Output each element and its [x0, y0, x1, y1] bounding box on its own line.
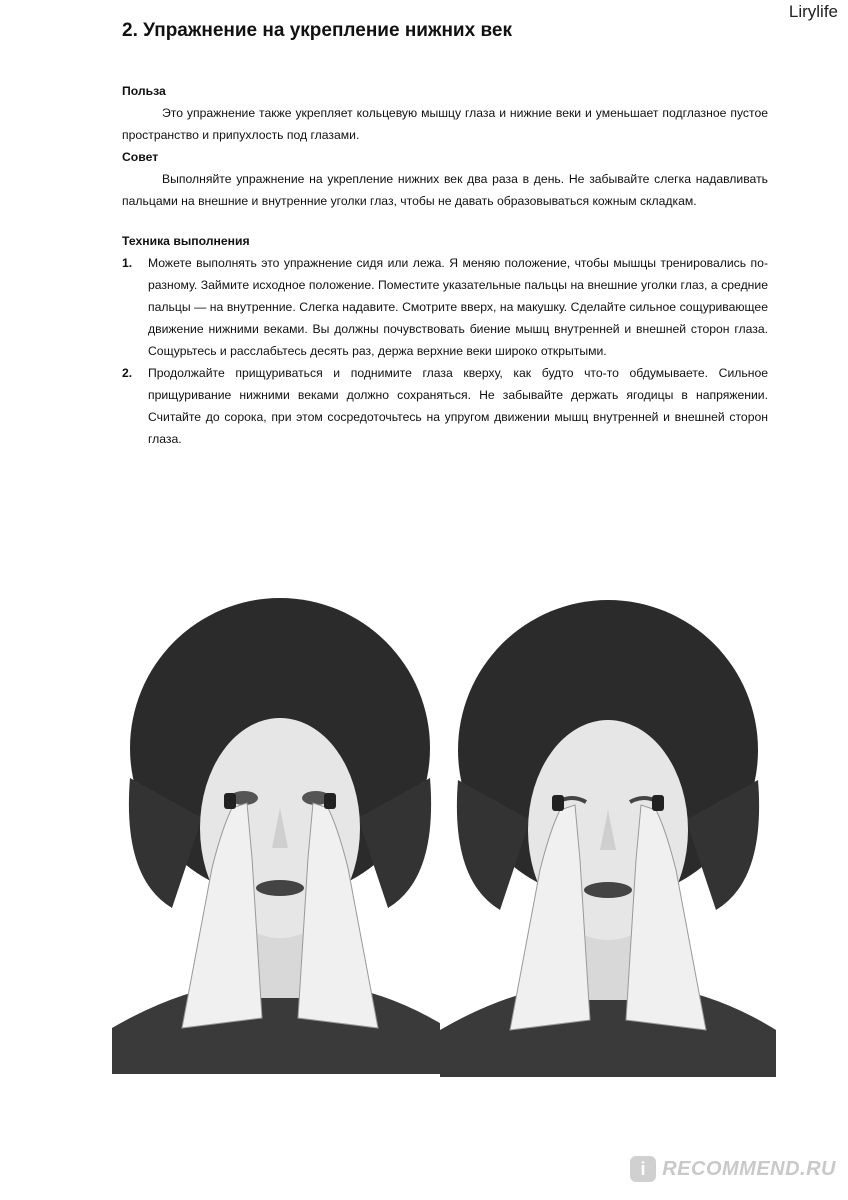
tip-text: Выполняйте упражнение на укрепление нижних век два раза в день. Не забывайте слегка надавливать пальцами на внешние и внутренние уголки глаз, чтобы не давать образовываться кожным складкам.: [122, 172, 768, 208]
tip-heading: Совет: [122, 150, 159, 164]
step-text: Продолжайте прищуриваться и поднимите глаза кверху, как будто что-то обдумываете. Сильное прищуривание нижними веками должно сохраняться. Не забывайте держать ягодицы в напряжении. Считайте до сорока, при этом сосредоточьтесь на упругом движении мышц внутренней и внешней сторон глаза.: [148, 366, 768, 446]
step-text: Можете выполнять это упражнение сидя или лежа. Я меняю положение, чтобы мышцы тренировались по-разному. Займите исходное положение. Поместите указательные пальцы на внешние уголки глаз, а средние пальцы — на внутренние. Слегка надавите. Смотрите вверх, на макушку. Сделайте сильное сощуривающее движение нижними веками. Вы должны почувствовать биение мышц внутренней и внешней сторон глаза. Сощурьтесь и расслабьтесь десять раз, держа верхние веки широко открытыми.: [148, 256, 768, 358]
photo-face-exercise-1: [112, 598, 448, 1074]
recommend-watermark-text: RECOMMEND.RU: [662, 1157, 836, 1180]
benefit-text: Это упражнение также укрепляет кольцевую мышцу глаза и нижние веки и уменьшает подглазное пустое пространство и припухлость под глазами.: [122, 106, 768, 142]
list-item: [122, 362, 768, 450]
list-item: [122, 252, 768, 362]
face-illustration-icon: [112, 598, 448, 1074]
recommend-watermark: [630, 1156, 836, 1182]
page-title: 2. Упражнение на укрепление нижних век: [122, 20, 512, 41]
recommend-logo-icon: i: [630, 1156, 656, 1182]
technique-steps: [122, 252, 768, 450]
technique-heading: Техника выполнения: [122, 234, 250, 248]
step-number: 1.: [122, 256, 133, 270]
step-number: 2.: [122, 366, 133, 380]
benefit-heading: Польза: [122, 84, 166, 98]
photo-face-exercise-2: [440, 600, 776, 1077]
article-body: [122, 80, 768, 450]
site-watermark: Lirylife: [788, 2, 838, 21]
face-illustration-icon: [440, 600, 776, 1077]
